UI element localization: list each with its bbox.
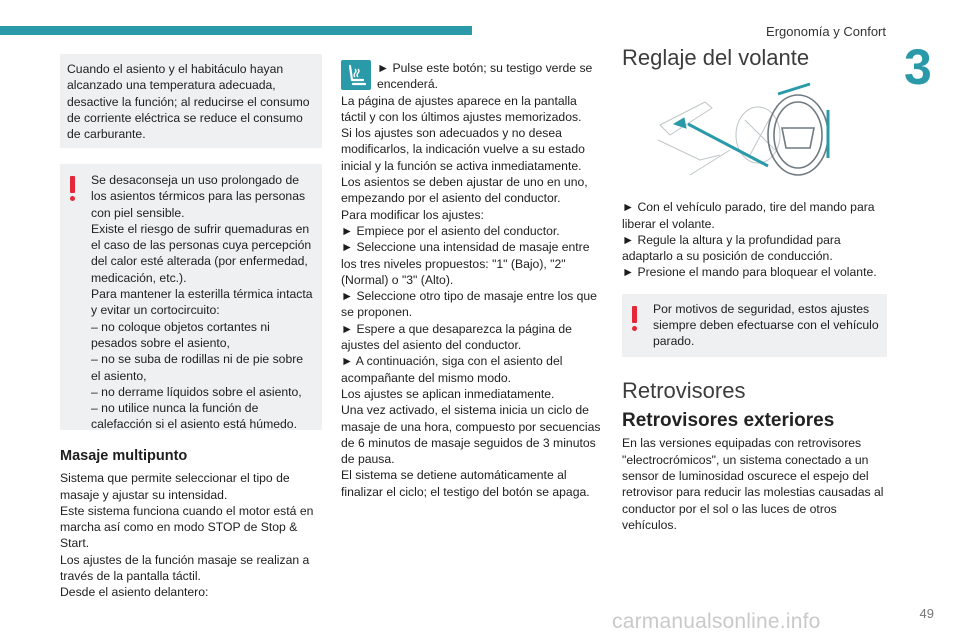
subtitle-exterior-mirrors: Retrovisores exteriores <box>622 410 835 432</box>
column-1 <box>60 54 322 601</box>
steering-wheel-illustration <box>650 80 840 185</box>
button-step-text: ► Pulse este botón; su testigo verde se encenderá. <box>377 61 593 92</box>
page-number: 49 <box>919 606 934 621</box>
warning-box <box>60 164 322 430</box>
warning-icon <box>69 176 77 202</box>
header-accent-bar <box>0 26 472 35</box>
steering-warning-text: Por motivos de seguridad, estos ajustes siempre deben efectuarse con el vehículo parado. <box>653 301 879 349</box>
title-mirrors: Retrovisores <box>622 377 746 403</box>
steering-warning-box <box>622 294 887 357</box>
column-3 <box>622 45 887 533</box>
info-box-text: Cuando el asiento y el habitáculo hayan alcanzado una temperatura adecuada, desactive la función; al reducirse el consumo de corriente eléctrica se reduce el consumo de carburante. <box>67 62 310 142</box>
column-2 <box>341 60 604 500</box>
mirrors-body: En las versiones equipadas con retrovisores "electrocrómicos", un sistema conectado a un sensor de luminosidad oscurece el espejo del retrovisor para reducir las molestias causadas al conductor por el sol o las luces de otros vehículos. <box>622 436 884 532</box>
massage-body: Sistema que permite seleccionar el tipo de masaje y ajustar su intensidad. Este sistema funciona cuando el motor está en marcha así como en modo STOP de Stop & Start. Los ajustes de la función masaje se realizan a través de la pantalla táctil. Desde el asiento delantero: <box>60 471 314 600</box>
warning-box-text: Se desaconseja un uso prolongado de los asientos térmicos para las personas con piel sensible. Existe el riesgo de sufrir quemaduras en el caso de las personas cuya percepción del calor esté alterada (por enfermedad, medicación, etc.). Para mantener la esterilla térmica intacta y evitar un cortocircuito: – no coloque objetos cortantes ni pesados sobre el asiento, – no se suba de rodillas ni de pie sobre el asiento, – no derrame líquidos sobre el asiento, – no utilice nunca la función de calefacción si el asiento está húmedo. <box>91 173 313 432</box>
title-steering: Reglaje del volante <box>622 45 810 70</box>
chapter-number: 3 <box>904 39 932 95</box>
steering-steps: ► Con el vehículo parado, tire del mando para liberar el volante. ► Regule la altura y la profundidad para adaptarlo a su posición de conducción. ► Presione el mando para bloquear el volante. <box>622 200 877 280</box>
watermark: carmanualsonline.info <box>612 610 821 633</box>
massage-settings-body: La página de ajustes aparece en la pantalla táctil y con los últimos ajustes memorizados. Si los ajustes son adecuados y no desea modificarlos, la indicación vuelve a su estado inicial y la función se activa inmediatamente. Los asientos se deben ajustar de uno en uno, empezando por el asiento del conductor. Para modificar los ajustes: ► Empiece por el asiento del conductor. ► Seleccione una intensidad de masaje entre los tres niveles propuestos: "1" (Bajo), "2" (Normal) o "3" (Alto). ► Seleccione otro tipo de masaje entre los que se proponen. ► Espere a que desaparezca la página de ajustes del asiento del conductor. ► A continuación, siga con el asiento del acompañante del mismo modo. Los ajustes se aplican inmediatamente. Una vez activado, el sistema inicia un ciclo de masaje de una hora, compuesto por secuencias de 6 minutos de masaje seguidos de 3 minutos de pausa. El sistema se detiene automáticamente al finalizar el ciclo; el testigo del botón se apaga. <box>341 93 601 499</box>
info-box <box>60 54 322 148</box>
massage-seat-icon <box>341 60 371 90</box>
warning-icon <box>631 306 639 332</box>
section-heading-massage: Masaje multipunto <box>60 448 188 464</box>
section-title: Ergonomía y Confort <box>766 24 886 39</box>
